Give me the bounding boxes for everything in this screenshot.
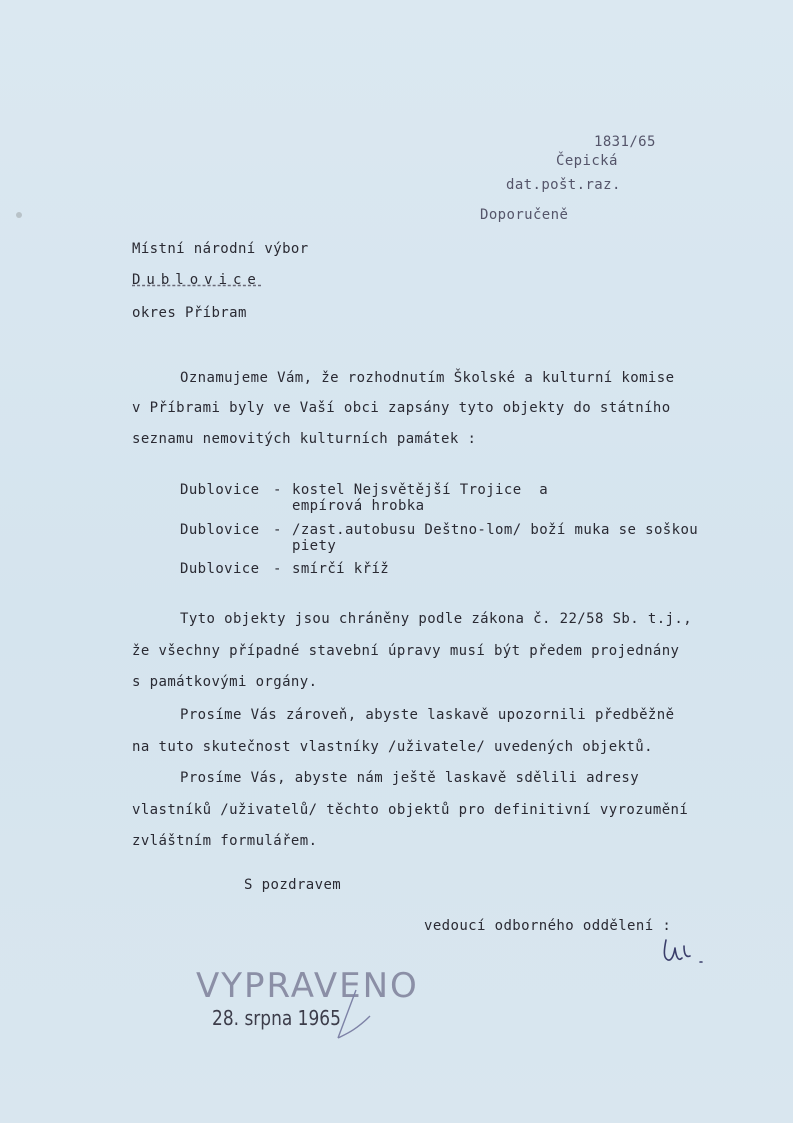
monument-dash: - (273, 522, 282, 538)
intro-line: v Příbrami byly ve Vaší obci zapsány tyto objekty do státního (132, 400, 671, 416)
punch-hole (16, 212, 22, 218)
monument-text: kostel Nejsvětější Trojice a (292, 482, 549, 498)
reference-name: Čepická (556, 153, 618, 169)
recipient-district: okres Příbram (132, 305, 247, 321)
monument-text: smírčí kříž (292, 561, 390, 577)
monument-dash: - (273, 482, 282, 498)
monument-place: Dublovice (180, 482, 260, 498)
paragraph-line: Prosíme Vás zároveň, abyste laskavě upozornili předběžně (180, 707, 675, 723)
paragraph-line: s památkovými orgány. (132, 674, 318, 690)
dispatch-date: 28. srpna 1965 (212, 1006, 341, 1030)
paragraph-line: na tuto skutečnost vlastníky /uživatele/ uvedených objektů. (132, 739, 653, 755)
stamp-mark (326, 986, 374, 1046)
recipient-line1: Místní národní výbor (132, 241, 309, 257)
reference-number: 1831/65 (594, 134, 656, 150)
paragraph-line: Prosíme Vás, abyste nám ještě laskavě sdělili adresy (180, 770, 640, 786)
closing: S pozdravem (244, 877, 342, 893)
delivery-note: Doporučeně (480, 207, 569, 223)
monument-place: Dublovice (180, 522, 260, 538)
monument-text: /zast.autobusu Deštno-lom/ boží muka se soškou (292, 522, 699, 538)
intro-line: seznamu nemovitých kulturních památek : (132, 431, 477, 447)
monument-text: piety (292, 538, 337, 554)
paragraph-line: Tyto objekty jsou chráněny podle zákona č. 22/58 Sb. t.j., (180, 611, 693, 627)
signatory: vedoucí odborného oddělení : (424, 918, 672, 934)
paragraph-line: zvláštním formulářem. (132, 833, 318, 849)
recipient-village: Dublovice (132, 272, 262, 288)
signature-initials (660, 936, 710, 968)
dispatch-stamp: VYPRAVENO (196, 966, 419, 1006)
postmark-note: dat.pošt.raz. (506, 177, 621, 193)
paragraph-line: vlastníků /uživatelů/ těchto objektů pro definitivní vyrozumění (132, 802, 689, 818)
intro-line: Oznamujeme Vám, že rozhodnutím Školské a kulturní komise (180, 370, 675, 386)
paragraph-line: že všechny případné stavební úpravy musí být předem projednány (132, 643, 680, 659)
monument-place: Dublovice (180, 561, 260, 577)
monument-text: empírová hrobka (292, 498, 425, 514)
monument-dash: - (273, 561, 282, 577)
